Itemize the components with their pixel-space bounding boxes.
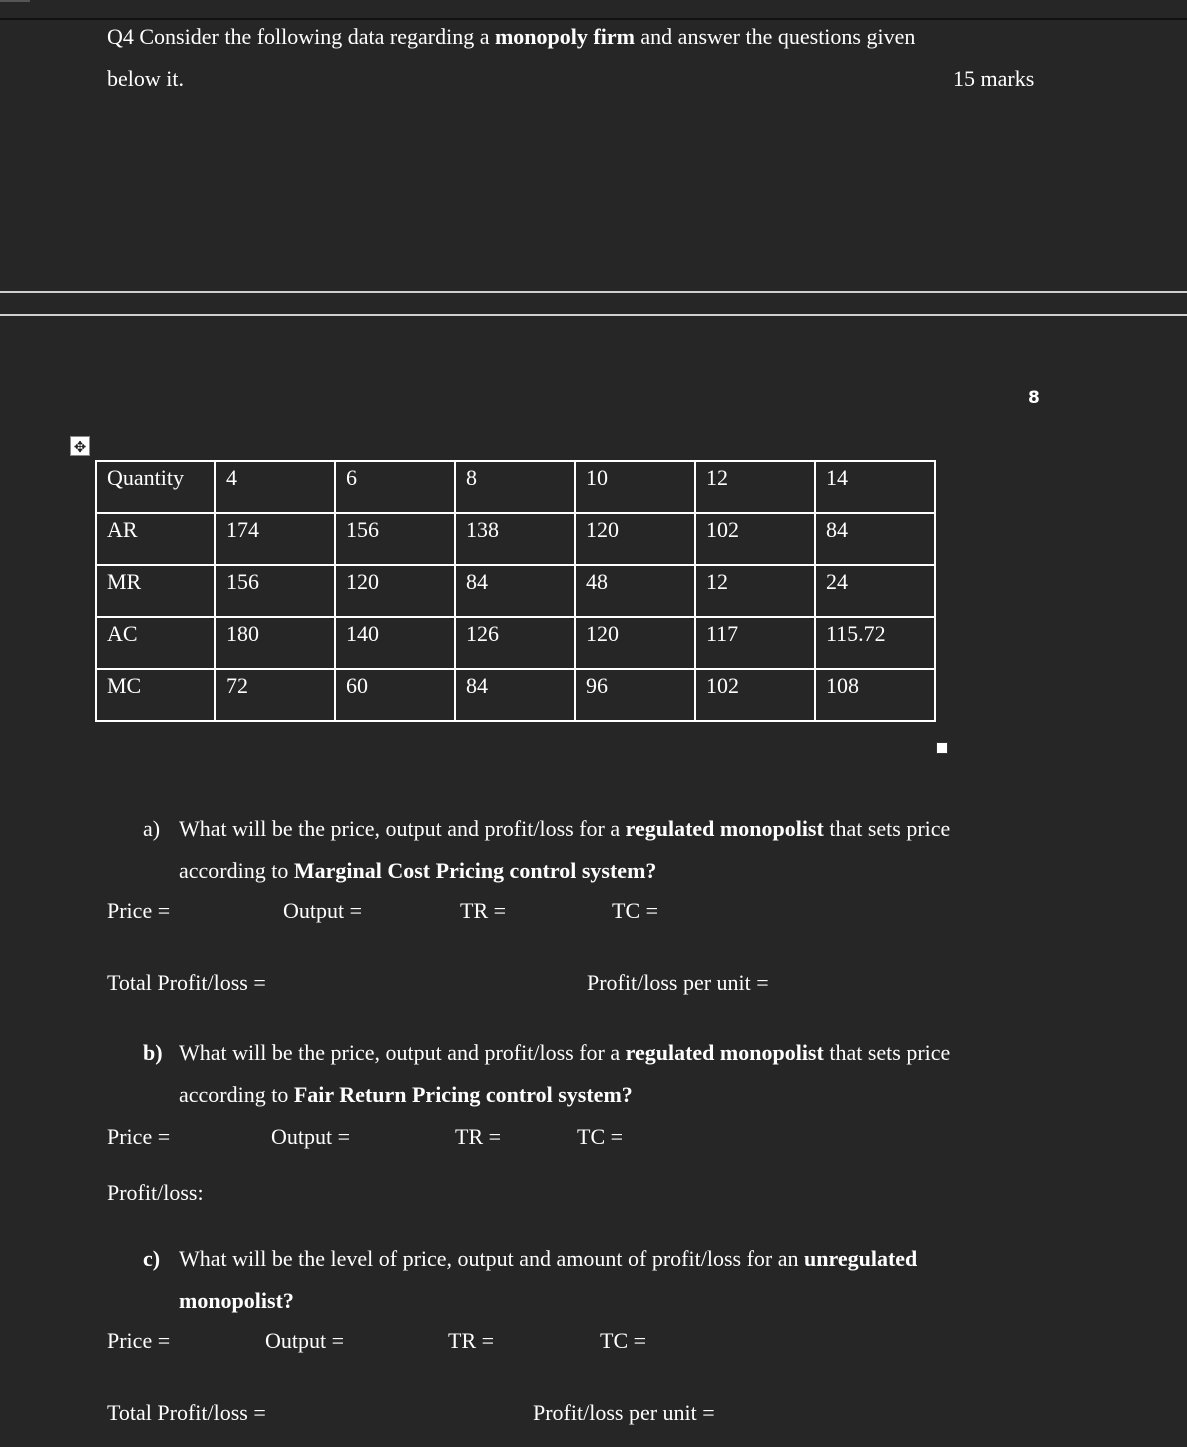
table-cell: 4 <box>215 461 335 513</box>
table-cell: 84 <box>455 669 575 721</box>
table-resize-handle[interactable] <box>936 742 948 754</box>
part-c-l1-prefix: What will be the level of price, output and amount of profit/loss for an <box>179 1246 805 1271</box>
part-b-l2-bold: Fair Return Pricing control system? <box>293 1082 633 1107</box>
page-break-rule-bottom <box>0 314 1187 316</box>
table-cell: 12 <box>695 461 815 513</box>
part-c-marker <box>143 1246 160 1272</box>
data-table <box>95 460 936 722</box>
table-cell: 156 <box>335 513 455 565</box>
table-cell: 140 <box>335 617 455 669</box>
table-cell: 24 <box>815 565 935 617</box>
table-row-label: MR <box>96 565 215 617</box>
part-a-tc-label: TC = <box>612 898 659 923</box>
part-b-tc-label: TC = <box>577 1124 624 1149</box>
part-a-total-profit-label: Total Profit/loss = <box>107 970 266 995</box>
table-cell: 6 <box>335 461 455 513</box>
top-divider <box>0 18 1187 20</box>
table-cell: 115.72 <box>815 617 935 669</box>
question-line-1 <box>107 24 915 50</box>
part-c-line-2 <box>179 1288 294 1314</box>
table-cell: 84 <box>455 565 575 617</box>
table-cell: 10 <box>575 461 695 513</box>
part-b-l1-prefix: What will be the price, output and profit/loss for a <box>179 1040 626 1065</box>
table-row <box>96 565 935 617</box>
table-cell: 156 <box>215 565 335 617</box>
table-row <box>96 617 935 669</box>
table-row <box>96 669 935 721</box>
part-a-l1-prefix: What will be the price, output and profit/loss for a <box>179 816 626 841</box>
table-row-label: AC <box>96 617 215 669</box>
question-text-suffix: and answer the questions given <box>634 24 916 49</box>
table-cell: 174 <box>215 513 335 565</box>
part-b-profit-label: Profit/loss: <box>107 1180 204 1205</box>
table-cell: 138 <box>455 513 575 565</box>
part-a-line-2 <box>179 858 656 884</box>
part-b-l1-bold: regulated monopolist <box>625 1040 824 1065</box>
table-cell: 60 <box>335 669 455 721</box>
part-b-output-label: Output = <box>271 1124 351 1149</box>
table-row-label: MC <box>96 669 215 721</box>
table-cell: 102 <box>695 669 815 721</box>
part-a-l2-bold: Marginal Cost Pricing control system? <box>293 858 657 883</box>
table-row-label: AR <box>96 513 215 565</box>
part-a-per-unit-label: Profit/loss per unit = <box>587 970 769 995</box>
part-b-l1-suffix: that sets price <box>823 1040 951 1065</box>
part-b-l2-prefix: according to <box>179 1082 294 1107</box>
table-cell: 120 <box>575 513 695 565</box>
part-c-marker-text: c) <box>143 1246 161 1271</box>
part-a-l2-prefix: according to <box>179 858 294 883</box>
table-cell: 108 <box>815 669 935 721</box>
part-c-total-profit-label: Total Profit/loss = <box>107 1400 266 1425</box>
part-c-l2-bold: monopolist? <box>179 1288 294 1313</box>
part-a-l1-suffix: that sets price <box>823 816 951 841</box>
part-b-line-1 <box>179 1040 950 1066</box>
part-c-per-unit-label: Profit/loss per unit = <box>533 1400 715 1425</box>
part-c-line-1 <box>179 1246 917 1272</box>
part-a-tr-label: TR = <box>460 898 507 923</box>
part-b-marker <box>143 1040 163 1066</box>
part-c-tr-label: TR = <box>448 1328 495 1353</box>
table-cell: 120 <box>335 565 455 617</box>
part-a-line-1 <box>179 816 950 842</box>
table-row-label: Quantity <box>96 461 215 513</box>
page-top-marker <box>0 0 30 2</box>
table-cell: 14 <box>815 461 935 513</box>
question-line-2: below it. <box>107 66 184 91</box>
page-break-rule-top <box>0 291 1187 293</box>
table-cell: 126 <box>455 617 575 669</box>
part-b-price-label: Price = <box>107 1124 171 1149</box>
table-cell: 48 <box>575 565 695 617</box>
part-b-tr-label: TR = <box>455 1124 502 1149</box>
part-b-marker-text: b) <box>143 1040 163 1065</box>
question-text-bold: monopoly firm <box>494 24 635 49</box>
part-a-price-label: Price = <box>107 898 171 923</box>
part-a-marker: a) <box>143 816 161 841</box>
part-c-output-label: Output = <box>265 1328 345 1353</box>
table-row <box>96 513 935 565</box>
table-cell: 96 <box>575 669 695 721</box>
question-marks: 15 marks <box>953 66 1035 91</box>
table-cell: 120 <box>575 617 695 669</box>
table-row <box>96 461 935 513</box>
table-cell: 72 <box>215 669 335 721</box>
table-cell: 84 <box>815 513 935 565</box>
table-cell: 180 <box>215 617 335 669</box>
table-move-handle-icon[interactable]: ✥ <box>70 436 90 456</box>
part-a-output-label: Output = <box>283 898 363 923</box>
page-number: 8 <box>1028 388 1040 408</box>
question-text-prefix: Q4 Consider the following data regarding a <box>107 24 495 49</box>
part-b-line-2 <box>179 1082 633 1108</box>
part-c-tc-label: TC = <box>600 1328 647 1353</box>
part-c-price-label: Price = <box>107 1328 171 1353</box>
table-cell: 8 <box>455 461 575 513</box>
part-c-l1-bold: unregulated <box>804 1246 918 1271</box>
table-cell: 117 <box>695 617 815 669</box>
table-cell: 12 <box>695 565 815 617</box>
part-a-l1-bold: regulated monopolist <box>625 816 824 841</box>
table-cell: 102 <box>695 513 815 565</box>
